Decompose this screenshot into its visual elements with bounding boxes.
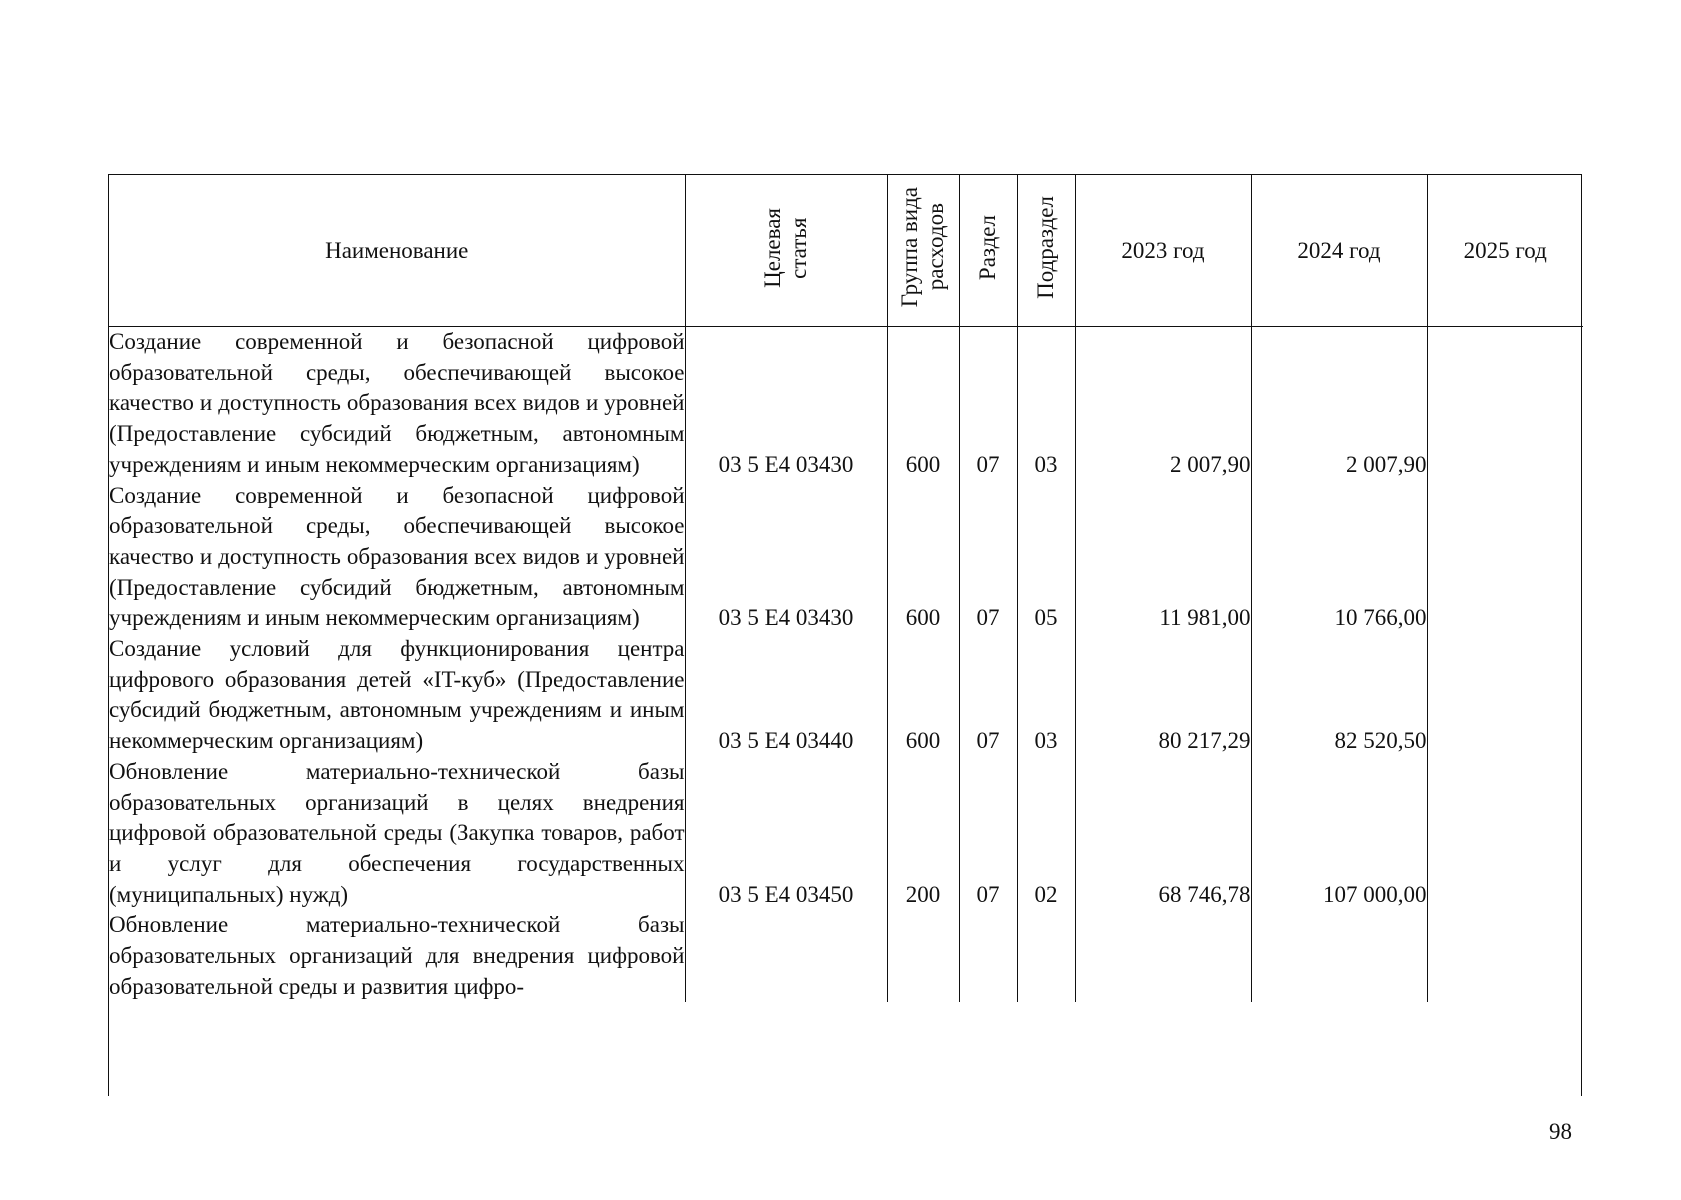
- row-name: Создание современной и безопасной цифровой образовательной среды, обеспечивающей высокое качество и доступность образования всех видов и уровней (Предоставление субсидий бюджетным, автономным учреждениям и иным некоммерческим организациям): [109, 327, 685, 481]
- row-amount-2023: 11 981,00: [1075, 481, 1251, 635]
- row-subsection: 05: [1017, 481, 1075, 635]
- row-section: 07: [959, 757, 1017, 911]
- row-name: Создание условий для функционирования центра цифрового образования детей «IT-куб» (Предоставление субсидий бюджетным, автономным учреждениям и иным некоммерческим организациям): [109, 634, 685, 757]
- row-amount-2023: [1075, 910, 1251, 1002]
- row-amount-2023: 68 746,78: [1075, 757, 1251, 911]
- table-row: [109, 327, 1583, 481]
- header-name: Наименование: [109, 175, 685, 327]
- header-section: Раздел: [959, 175, 1017, 327]
- row-target-article: 03 5 E4 03450: [685, 757, 887, 911]
- row-expense-group: 600: [887, 327, 959, 481]
- header-row: [109, 175, 1583, 327]
- row-amount-2025: [1427, 481, 1583, 635]
- page-number: 98: [1549, 1119, 1572, 1144]
- row-subsection: 02: [1017, 757, 1075, 911]
- row-subsection: 03: [1017, 634, 1075, 757]
- table-row: [109, 757, 1583, 911]
- header-subsection: Подраздел: [1017, 175, 1075, 327]
- row-amount-2023: 80 217,29: [1075, 634, 1251, 757]
- budget-table: [109, 175, 1583, 1002]
- row-section: 07: [959, 327, 1017, 481]
- row-amount-2024: [1251, 910, 1427, 1002]
- table-row: [109, 481, 1583, 635]
- table-row: [109, 634, 1583, 757]
- row-subsection: 03: [1017, 327, 1075, 481]
- row-target-article: 03 5 E4 03430: [685, 327, 887, 481]
- row-expense-group: 200: [887, 757, 959, 911]
- row-expense-group: [887, 910, 959, 1002]
- row-expense-group: 600: [887, 634, 959, 757]
- row-amount-2025: [1427, 757, 1583, 911]
- row-amount-2024: 107 000,00: [1251, 757, 1427, 911]
- row-expense-group: 600: [887, 481, 959, 635]
- row-amount-2025: [1427, 634, 1583, 757]
- row-name: Обновление материально-технической базы образовательных организаций для внедрения цифровой образовательной среды и развития цифро-: [109, 910, 685, 1002]
- row-amount-2023: 2 007,90: [1075, 327, 1251, 481]
- row-target-article: 03 5 E4 03440: [685, 634, 887, 757]
- row-amount-2024: 82 520,50: [1251, 634, 1427, 757]
- header-year-2023: 2023 год: [1075, 175, 1251, 327]
- header-expense-group: [887, 175, 959, 327]
- row-target-article: [685, 910, 887, 1002]
- budget-table-frame: [108, 174, 1582, 1096]
- header-year-2025: 2025 год: [1427, 175, 1583, 327]
- row-section: 07: [959, 481, 1017, 635]
- row-amount-2024: 2 007,90: [1251, 327, 1427, 481]
- table-row: [109, 910, 1583, 1002]
- row-amount-2024: 10 766,00: [1251, 481, 1427, 635]
- header-expense-group-label: Группа вида расходов: [897, 187, 948, 308]
- row-name: Создание современной и безопасной цифровой образовательной среды, обеспечивающей высокое качество и доступность образования всех видов и уровней (Предоставление субсидий бюджетным, автономным учреждениям и иным некоммерческим организациям): [109, 481, 685, 635]
- row-section: 07: [959, 634, 1017, 757]
- row-amount-2025: [1427, 910, 1583, 1002]
- row-name: Обновление материально-технической базы образовательных организаций в целях внедрения цифровой образовательной среды (Закупка товаров, работ и услуг для обеспечения государственных (муниципальных) нужд): [109, 757, 685, 911]
- row-amount-2025: [1427, 327, 1583, 481]
- row-section: [959, 910, 1017, 1002]
- row-subsection: [1017, 910, 1075, 1002]
- header-target-article: [685, 175, 887, 327]
- row-target-article: 03 5 E4 03430: [685, 481, 887, 635]
- header-target-article-label: Целевая статья: [760, 207, 811, 288]
- header-year-2024: 2024 год: [1251, 175, 1427, 327]
